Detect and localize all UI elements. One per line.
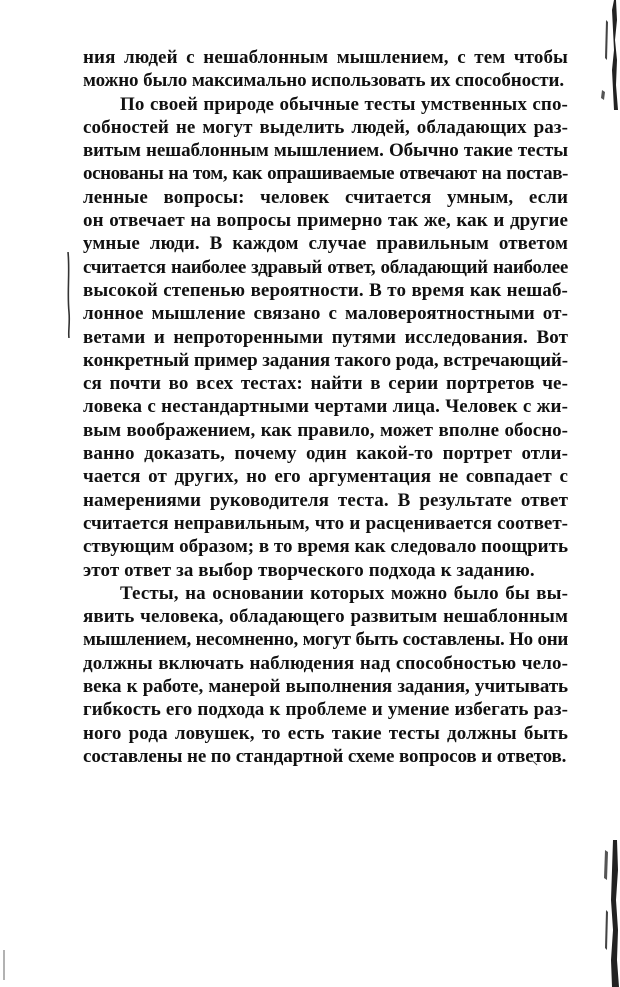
body-text: [83, 46, 568, 768]
text-line: конкретный пример задания такого рода, встречающий-: [83, 349, 568, 371]
text-line: основаны на том, как опрашиваемые отвечают на постав-: [83, 163, 568, 185]
text-line: гибкость его подхода к проблеме и умение избегать раз-: [83, 699, 568, 721]
text-line: составлены не по стандартной схеме вопросов и ответов.: [83, 745, 567, 767]
text-line: считается наиболее здравый ответ, обладающий наиболее: [83, 256, 568, 278]
text-line: ленные вопросы: человек считается умным, если: [83, 186, 568, 208]
text-line: он отвечает на вопросы примерно так же, как и другие: [83, 210, 568, 232]
text-line: витым нешаблонным мышлением. Обычно такие тесты: [83, 140, 568, 162]
text-line: По своей природе обычные тесты умственных спо-: [120, 93, 568, 115]
text-line: должны включать наблюдения над способностью чело-: [83, 652, 568, 674]
binding-edge-bottom: [600, 840, 620, 987]
text-line: века к работе, манерой выполнения задания, учитывать: [83, 676, 568, 698]
text-line: можно было максимально использовать их способности.: [83, 70, 565, 92]
text-line: ветами и непроторенными путями исследования. Вот: [83, 326, 568, 348]
text-line: мышлением, несомненно, могут быть составлены. Но они: [83, 629, 568, 651]
text-line: собностей не могут выделить людей, обладающих раз-: [83, 116, 568, 138]
margin-pencil-mark: [64, 252, 72, 338]
text-line: считается неправильным, что и расценивается соответ-: [83, 512, 568, 534]
text-line: ловека с нестандартными чертами лица. Человек с жи-: [83, 396, 568, 418]
text-line: ния людей с нешаблонным мышлением, с тем чтобы: [83, 47, 568, 68]
text-line: ного рода ловушек, то есть такие тесты должны быть: [83, 722, 568, 744]
text-line: намерениями руководителя теста. В результате ответ: [83, 489, 568, 511]
text-line: ствующим образом; в то время как следовало поощрить: [83, 536, 568, 558]
text-line: умные люди. В каждом случае правильным ответом: [83, 233, 568, 255]
text-line: высокой степенью вероятности. В то время как нешаб-: [83, 279, 568, 301]
text-line: ванно доказать, почему один какой-то портрет отли-: [83, 443, 568, 465]
text-line: ся почти во всех тестах: найти в серии портретов че-: [83, 373, 568, 395]
left-edge-mark: [2, 950, 6, 980]
binding-edge-top: [600, 0, 620, 110]
text-line: вым воображением, как правило, может вполне обосно-: [83, 419, 568, 441]
text-line: чается от других, но его аргументация не совпадает с: [83, 466, 568, 488]
text-line: лонное мышление связано с маловероятностными от-: [83, 303, 568, 325]
text-line: Тесты, на основании которых можно было бы вы-: [120, 582, 568, 604]
text-line: этот ответ за выбор творческого подхода к заданию.: [83, 559, 535, 581]
text-line: явить человека, обладающего развитым нешаблонным: [83, 606, 568, 628]
